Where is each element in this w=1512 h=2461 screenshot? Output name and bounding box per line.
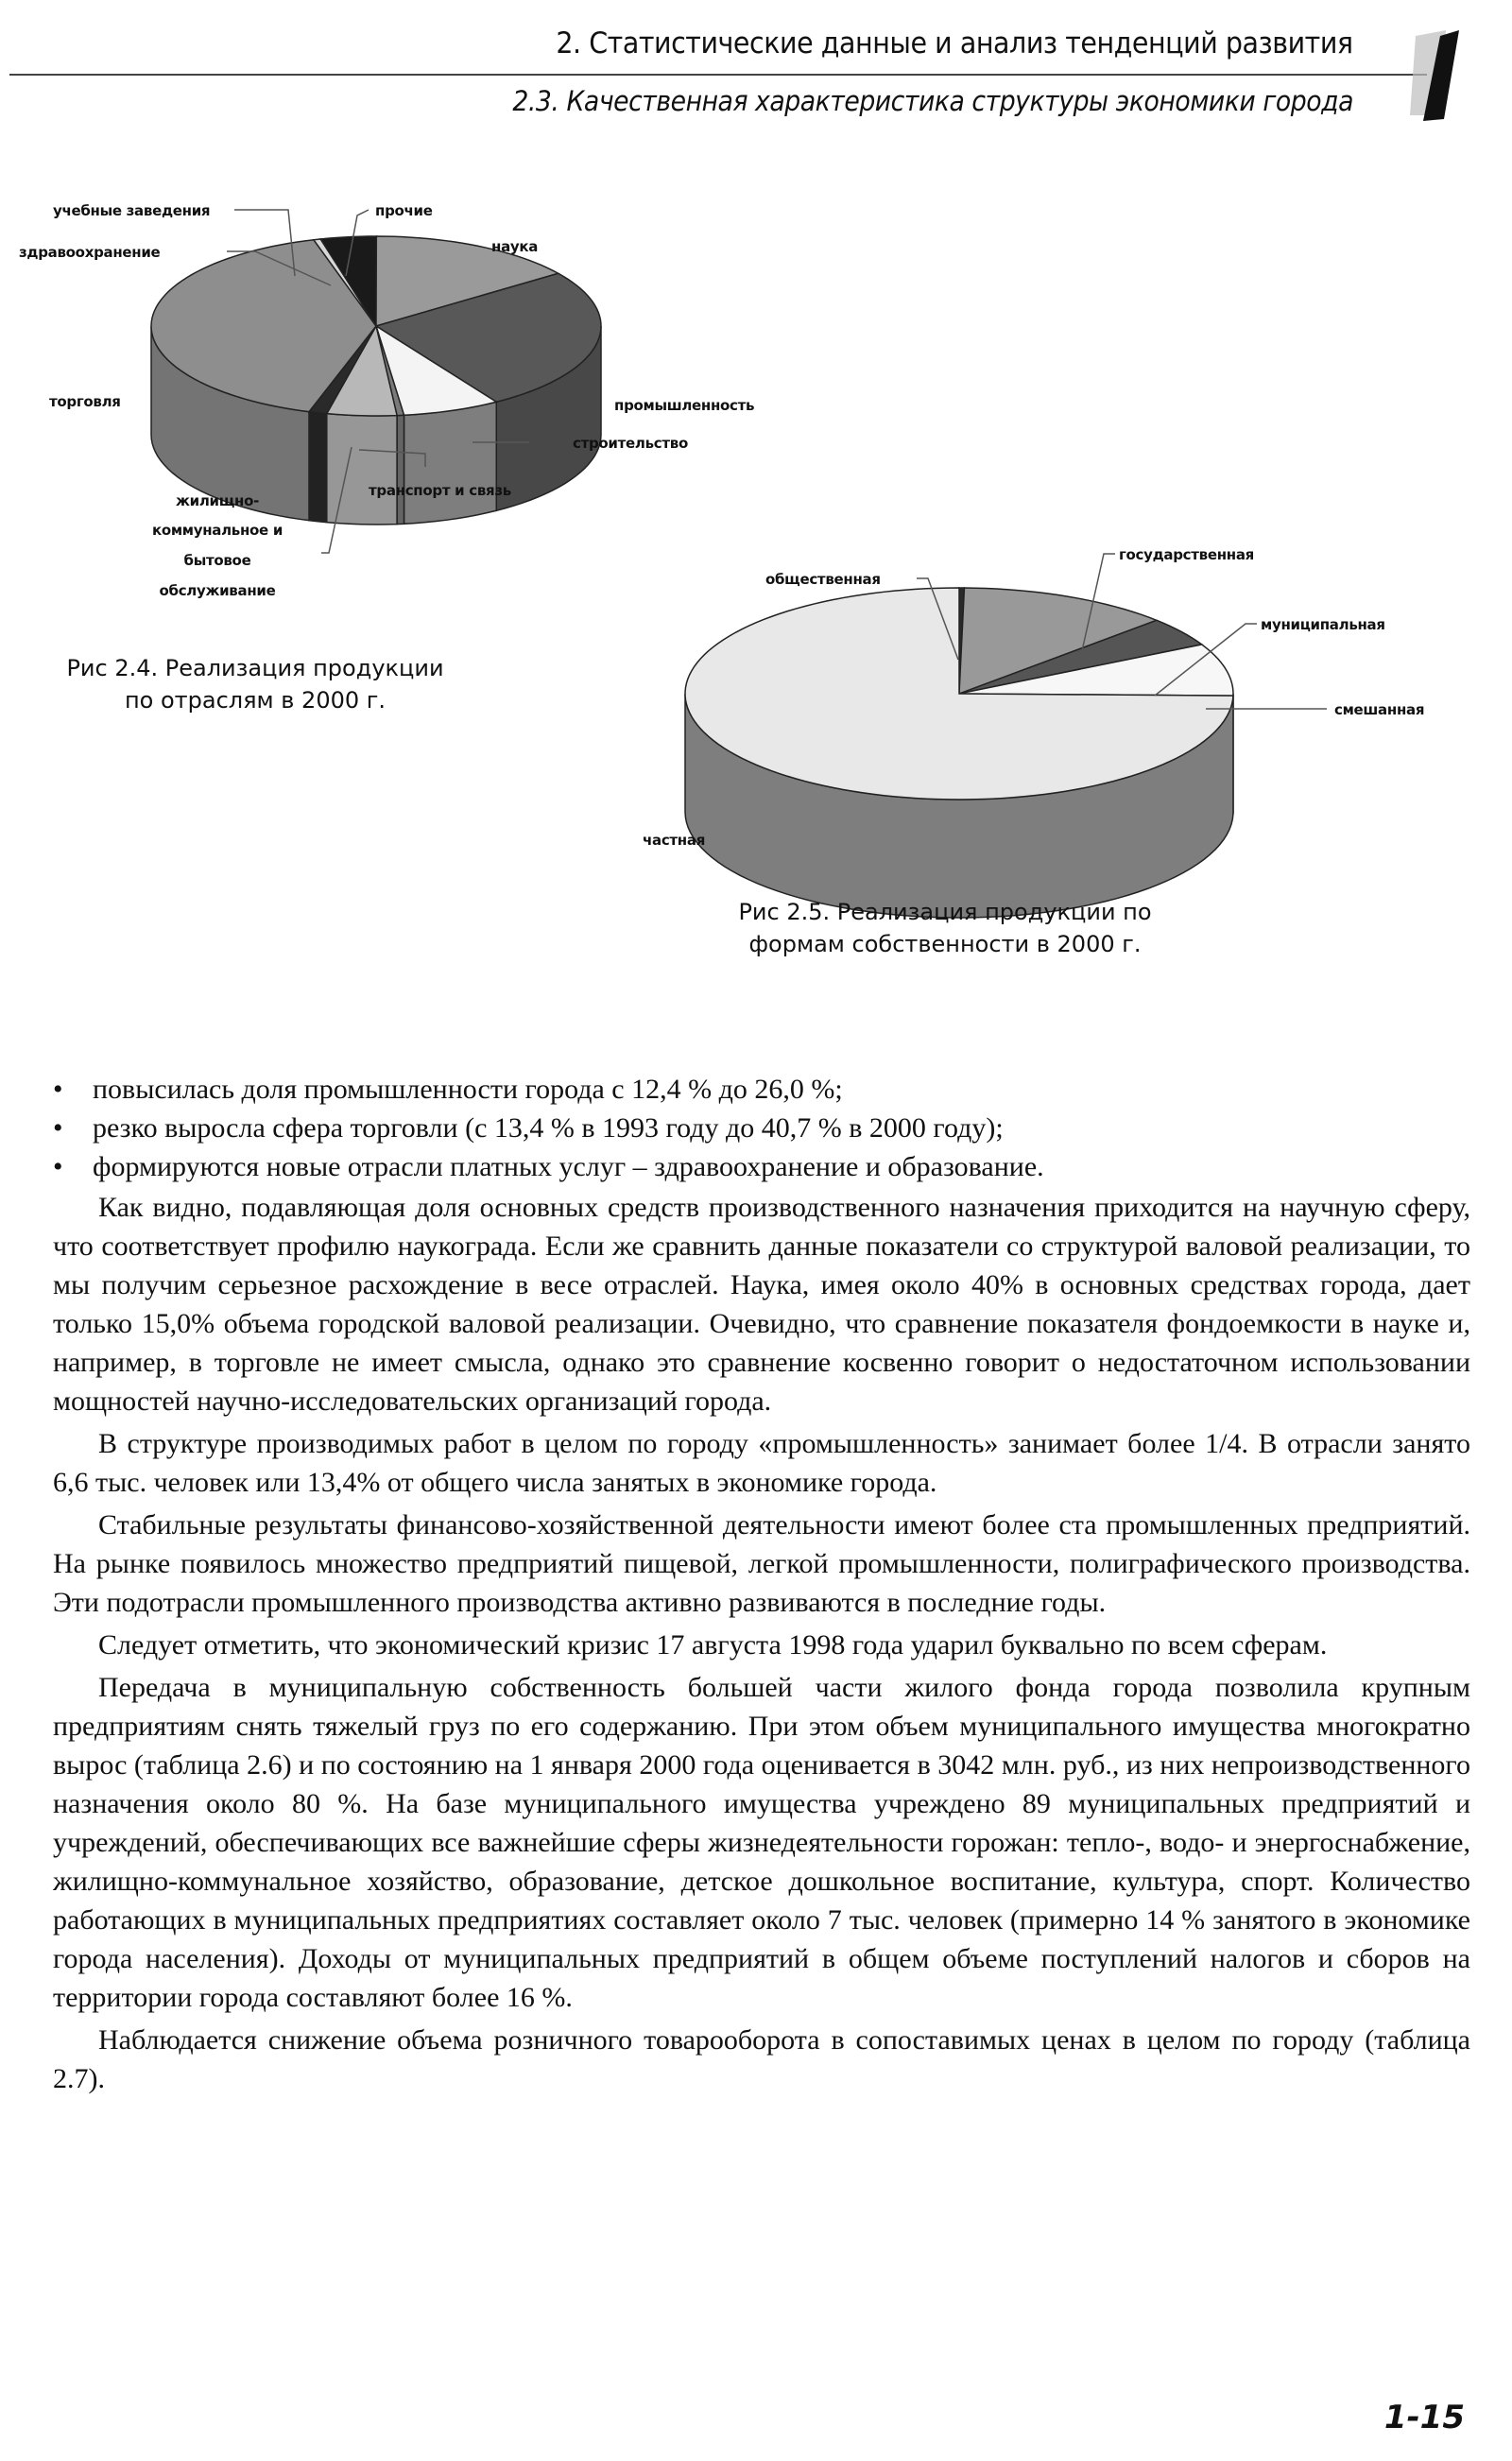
page-header [0,0,1512,151]
pie-side-жилищно-коммунальное-и-бытовое-обслуживание [327,414,397,525]
figure-2-4-caption [28,652,482,716]
label-obsh: общественная [765,571,881,588]
bullet-item: • резко выросла сфера торговли (с 13,4 % в 1993 году до 40,7 % в 2000 году); [53,1109,1470,1147]
figure-2-5-caption [709,896,1181,960]
label-zhkh-line1: жилищно- [175,492,260,509]
label-transport: транспорт и связь [369,482,511,499]
label-zhkh-line2: коммунальное и [151,522,284,539]
chapter-title: 2. Статистические данные и анализ тенденций развития [556,26,1353,60]
label-prom: промышленность [614,397,755,414]
bullet-item: • формируются новые отрасли платных услуг – здравоохранение и образование. [53,1147,1470,1186]
chapter-number-one-mark-icon [1408,28,1465,123]
pie-chart-by-ownership [567,529,1512,888]
caption-line-1: Рис 2.5. Реализация продукции по [738,899,1152,925]
paragraph: Наблюдается снижение объема розничного товарооборота в сопоставимых ценах в целом по городу (таблица 2.7). [53,2024,1470,2094]
label-uchebnye: учебные заведения [53,202,211,219]
section-title: 2.3. Качественная характеристика структуры экономики города [512,85,1353,117]
caption-line-2: формам собственности в 2000 г. [748,931,1142,957]
bullet-list [53,1070,1470,1186]
paragraph: Передача в муниципальную собственность большей части жилого фонда города позволила крупным предприятиям снять тяжелый груз по его содержанию. При этом объем муниципального имущества многократно вырос (таблица 2.6) и по состоянию на 1 января 2000 года оценивается в 3042 млн. руб., из них непроизводственного назначения около 80 %. На базе муниципального имущества учреждено 89 муниципальных предприятий и учреждений, обеспечивающих все важнейшие сферы жизнедеятельности горожан: тепло-, водо- и энергоснабжение, жилищно-коммунальное хозяйство, образование, детское дошкольное воспитание, культура, спорт. Количество работающих в муниципальных предприятиях составляет около 7 тыс. человек (примерно 14 % занятого в экономике города населения). Доходы от муниципальных предприятий в общем объеме поступлений налогов и сборов на территории города составляют более 16 %. [53,1672,1470,2013]
label-zdrav: здравоохранение [19,244,161,261]
bullet-item: • повысилась доля промышленности города с 12,4 % до 26,0 %; [53,1070,1470,1109]
label-smesh: смешанная [1334,701,1425,718]
figure-2-5 [567,529,1512,983]
caption-line-2: по отраслям в 2000 г. [124,687,387,714]
paragraph: Как видно, подавляющая доля основных средств производственного назначения приходится на научную сферу, что соответствует профилю наукограда. Если же сравнить данные показатели со структурой валовой реализации, то мы получим серьезное расхождение в весе отраслей. Наука, имея около 40% в основных средствах города, дает только 15,0% объема городской валовой реализации. Очевидно, что сравнение показателя фондоемкости в науке и, например, в торговле не имеет смысла, однако это сравнение косвенно говорит о недостаточном использовании мощностей научно-исследовательских организаций города. [53,1192,1470,1417]
label-prochie: прочие [375,202,433,219]
paragraph: Стабильные результаты финансово-хозяйственной деятельности имеют более ста промышленных предприятий. На рынке появилось множество предприятий пищевой, легкой промышленности, полиграфического производства. Эти подотрасли промышленного производства активно развиваются в последние годы. [53,1509,1470,1618]
paragraph: В структуре производимых работ в целом по городу «промышленность» занимает более 1/4. В отрасли занято 6,6 тыс. человек или 13,4% от общего числа занятых в экономике города. [53,1428,1470,1498]
label-nauka: наука [491,238,539,255]
label-gos: государственная [1119,546,1255,563]
paragraph: Следует отметить, что экономический кризис 17 августа 1998 года ударил буквально по всем сферам. [98,1629,1328,1661]
header-rule [9,74,1427,76]
label-mun: муниципальная [1261,616,1385,633]
label-torgovlya: торговля [49,393,121,410]
pie-side-транспорт-и-связь [397,415,404,524]
label-zhkh-line3: бытовое [183,552,251,569]
label-zhkh-line4: обслуживание [159,582,276,599]
body-text [53,1070,1470,2102]
pie-side-здравоохранение [309,412,327,523]
label-chast: частная [643,832,706,849]
caption-line-1: Рис 2.4. Реализация продукции [66,655,444,681]
pie-side-строительство [404,402,497,524]
page-number: 1-15 [1383,2399,1465,2436]
label-stroit: строительство [573,435,688,452]
